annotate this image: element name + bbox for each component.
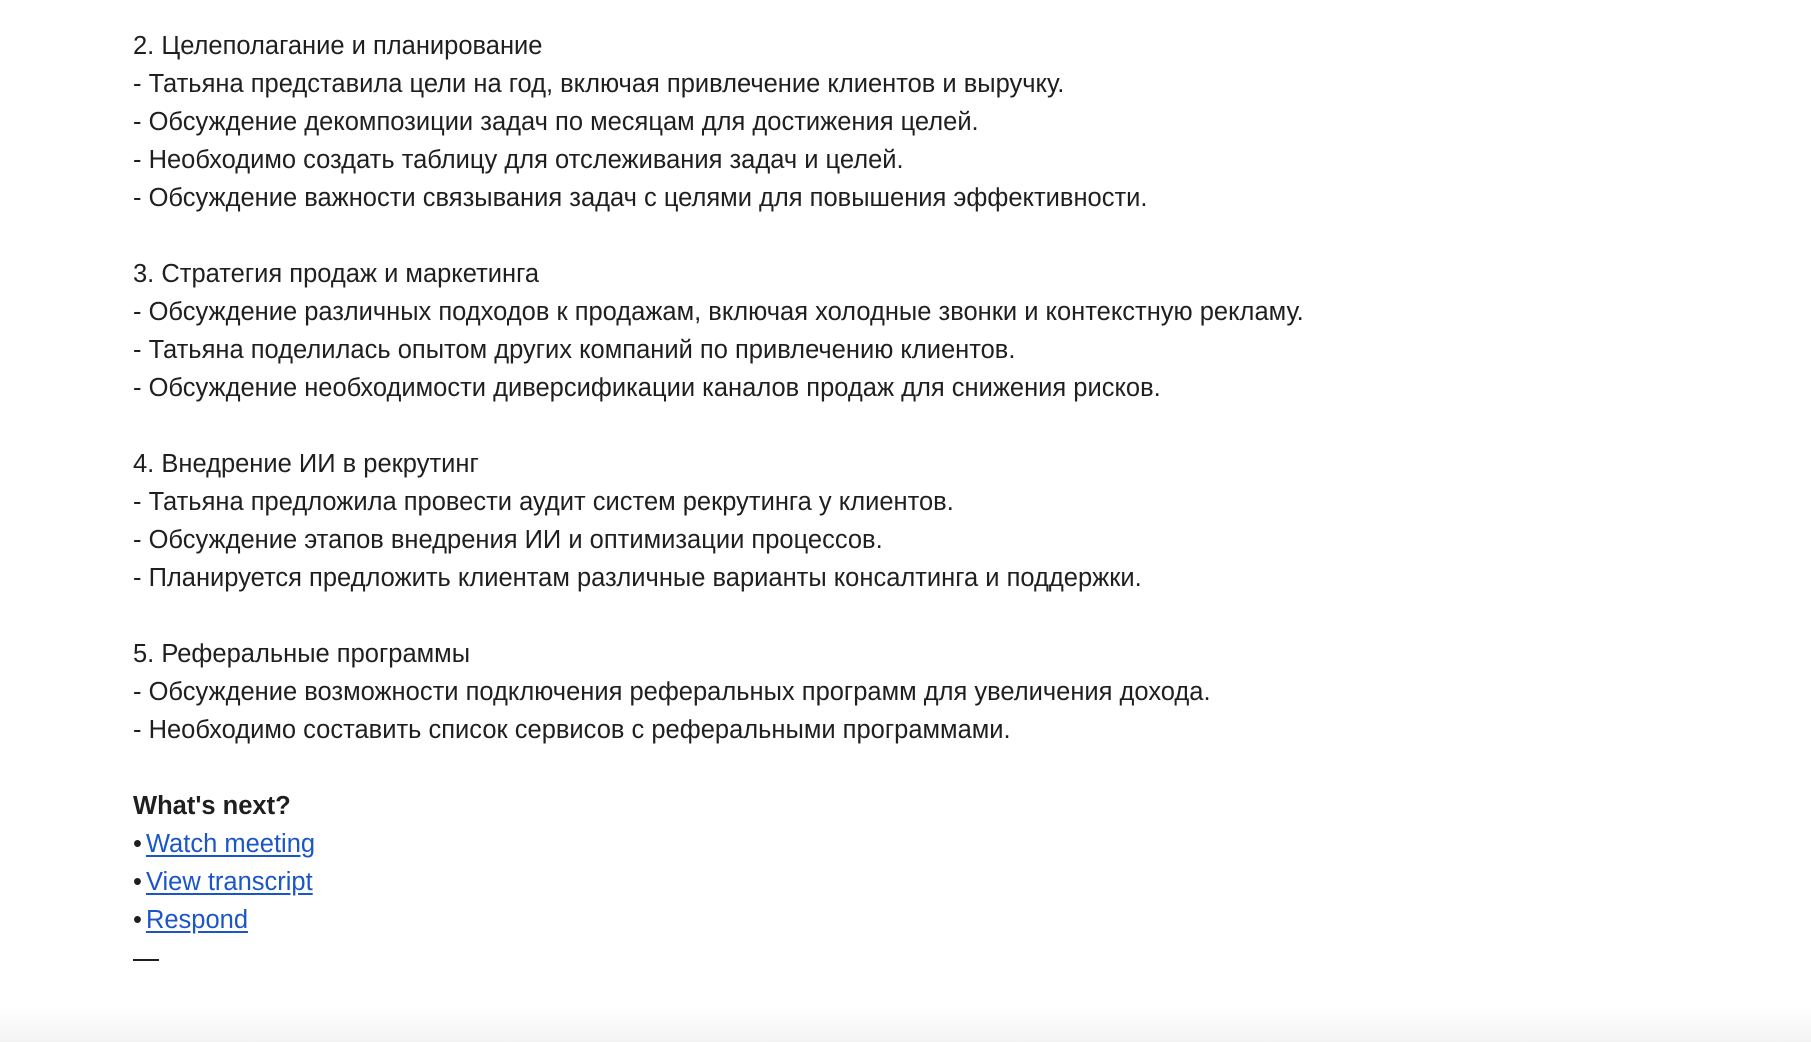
summary-section	[133, 445, 1733, 597]
section-item: - Планируется предложить клиентам различные варианты консалтинга и поддержки.	[133, 564, 1142, 592]
section-item: - Обсуждение важности связывания задач с целями для повышения эффективности.	[133, 184, 1148, 212]
section-item: - Татьяна предложила провести аудит систем рекрутинга у клиентов.	[133, 488, 954, 516]
link-row-respond	[133, 901, 1733, 939]
summary-section	[133, 27, 1733, 217]
summary-section	[133, 635, 1733, 749]
bottom-fade-bar	[0, 1008, 1811, 1042]
link-row-watch	[133, 825, 1733, 863]
section-item: - Обсуждение возможности подключения реферальных программ для увеличения дохода.	[133, 678, 1211, 706]
bullet: •	[133, 830, 142, 858]
section-heading: 3. Стратегия продаж и маркетинга	[133, 260, 540, 288]
whats-next-heading: What's next?	[133, 792, 291, 820]
respond-link[interactable]: Respond	[145, 906, 249, 934]
section-item: - Обсуждение декомпозиции задач по месяцам для достижения целей.	[133, 108, 979, 136]
section-item: - Обсуждение необходимости диверсификации каналов продаж для снижения рисков.	[133, 374, 1161, 402]
section-spacer	[133, 217, 1733, 255]
section-spacer	[133, 749, 1733, 787]
view-transcript-link[interactable]: View transcript	[145, 868, 313, 896]
section-item: - Обсуждение этапов внедрения ИИ и оптимизации процессов.	[133, 526, 883, 554]
bullet: •	[133, 868, 142, 896]
section-item: - Необходимо создать таблицу для отслеживания задач и целей.	[133, 146, 904, 174]
section-heading: 4. Внедрение ИИ в рекрутинг	[133, 450, 479, 478]
bullet: •	[133, 906, 142, 934]
watch-meeting-link[interactable]: Watch meeting	[145, 830, 316, 858]
section-item: - Обсуждение различных подходов к продажам, включая холодные звонки и контекстную рекламу.	[133, 298, 1304, 326]
section-heading: 2. Целеполагание и планирование	[133, 32, 543, 60]
email-body	[133, 27, 1733, 961]
section-heading: 5. Реферальные программы	[133, 640, 471, 668]
whats-next-section	[133, 787, 1733, 939]
section-spacer	[133, 407, 1733, 445]
section-spacer	[133, 597, 1733, 635]
section-item: - Необходимо составить список сервисов с реферальными программами.	[133, 716, 1011, 744]
section-item: - Татьяна представила цели на год, включая привлечение клиентов и выручку.	[133, 70, 1065, 98]
link-row-transcript	[133, 863, 1733, 901]
signature-separator	[133, 959, 159, 961]
section-item: - Татьяна поделилась опытом других компаний по привлечению клиентов.	[133, 336, 1016, 364]
summary-section	[133, 255, 1733, 407]
